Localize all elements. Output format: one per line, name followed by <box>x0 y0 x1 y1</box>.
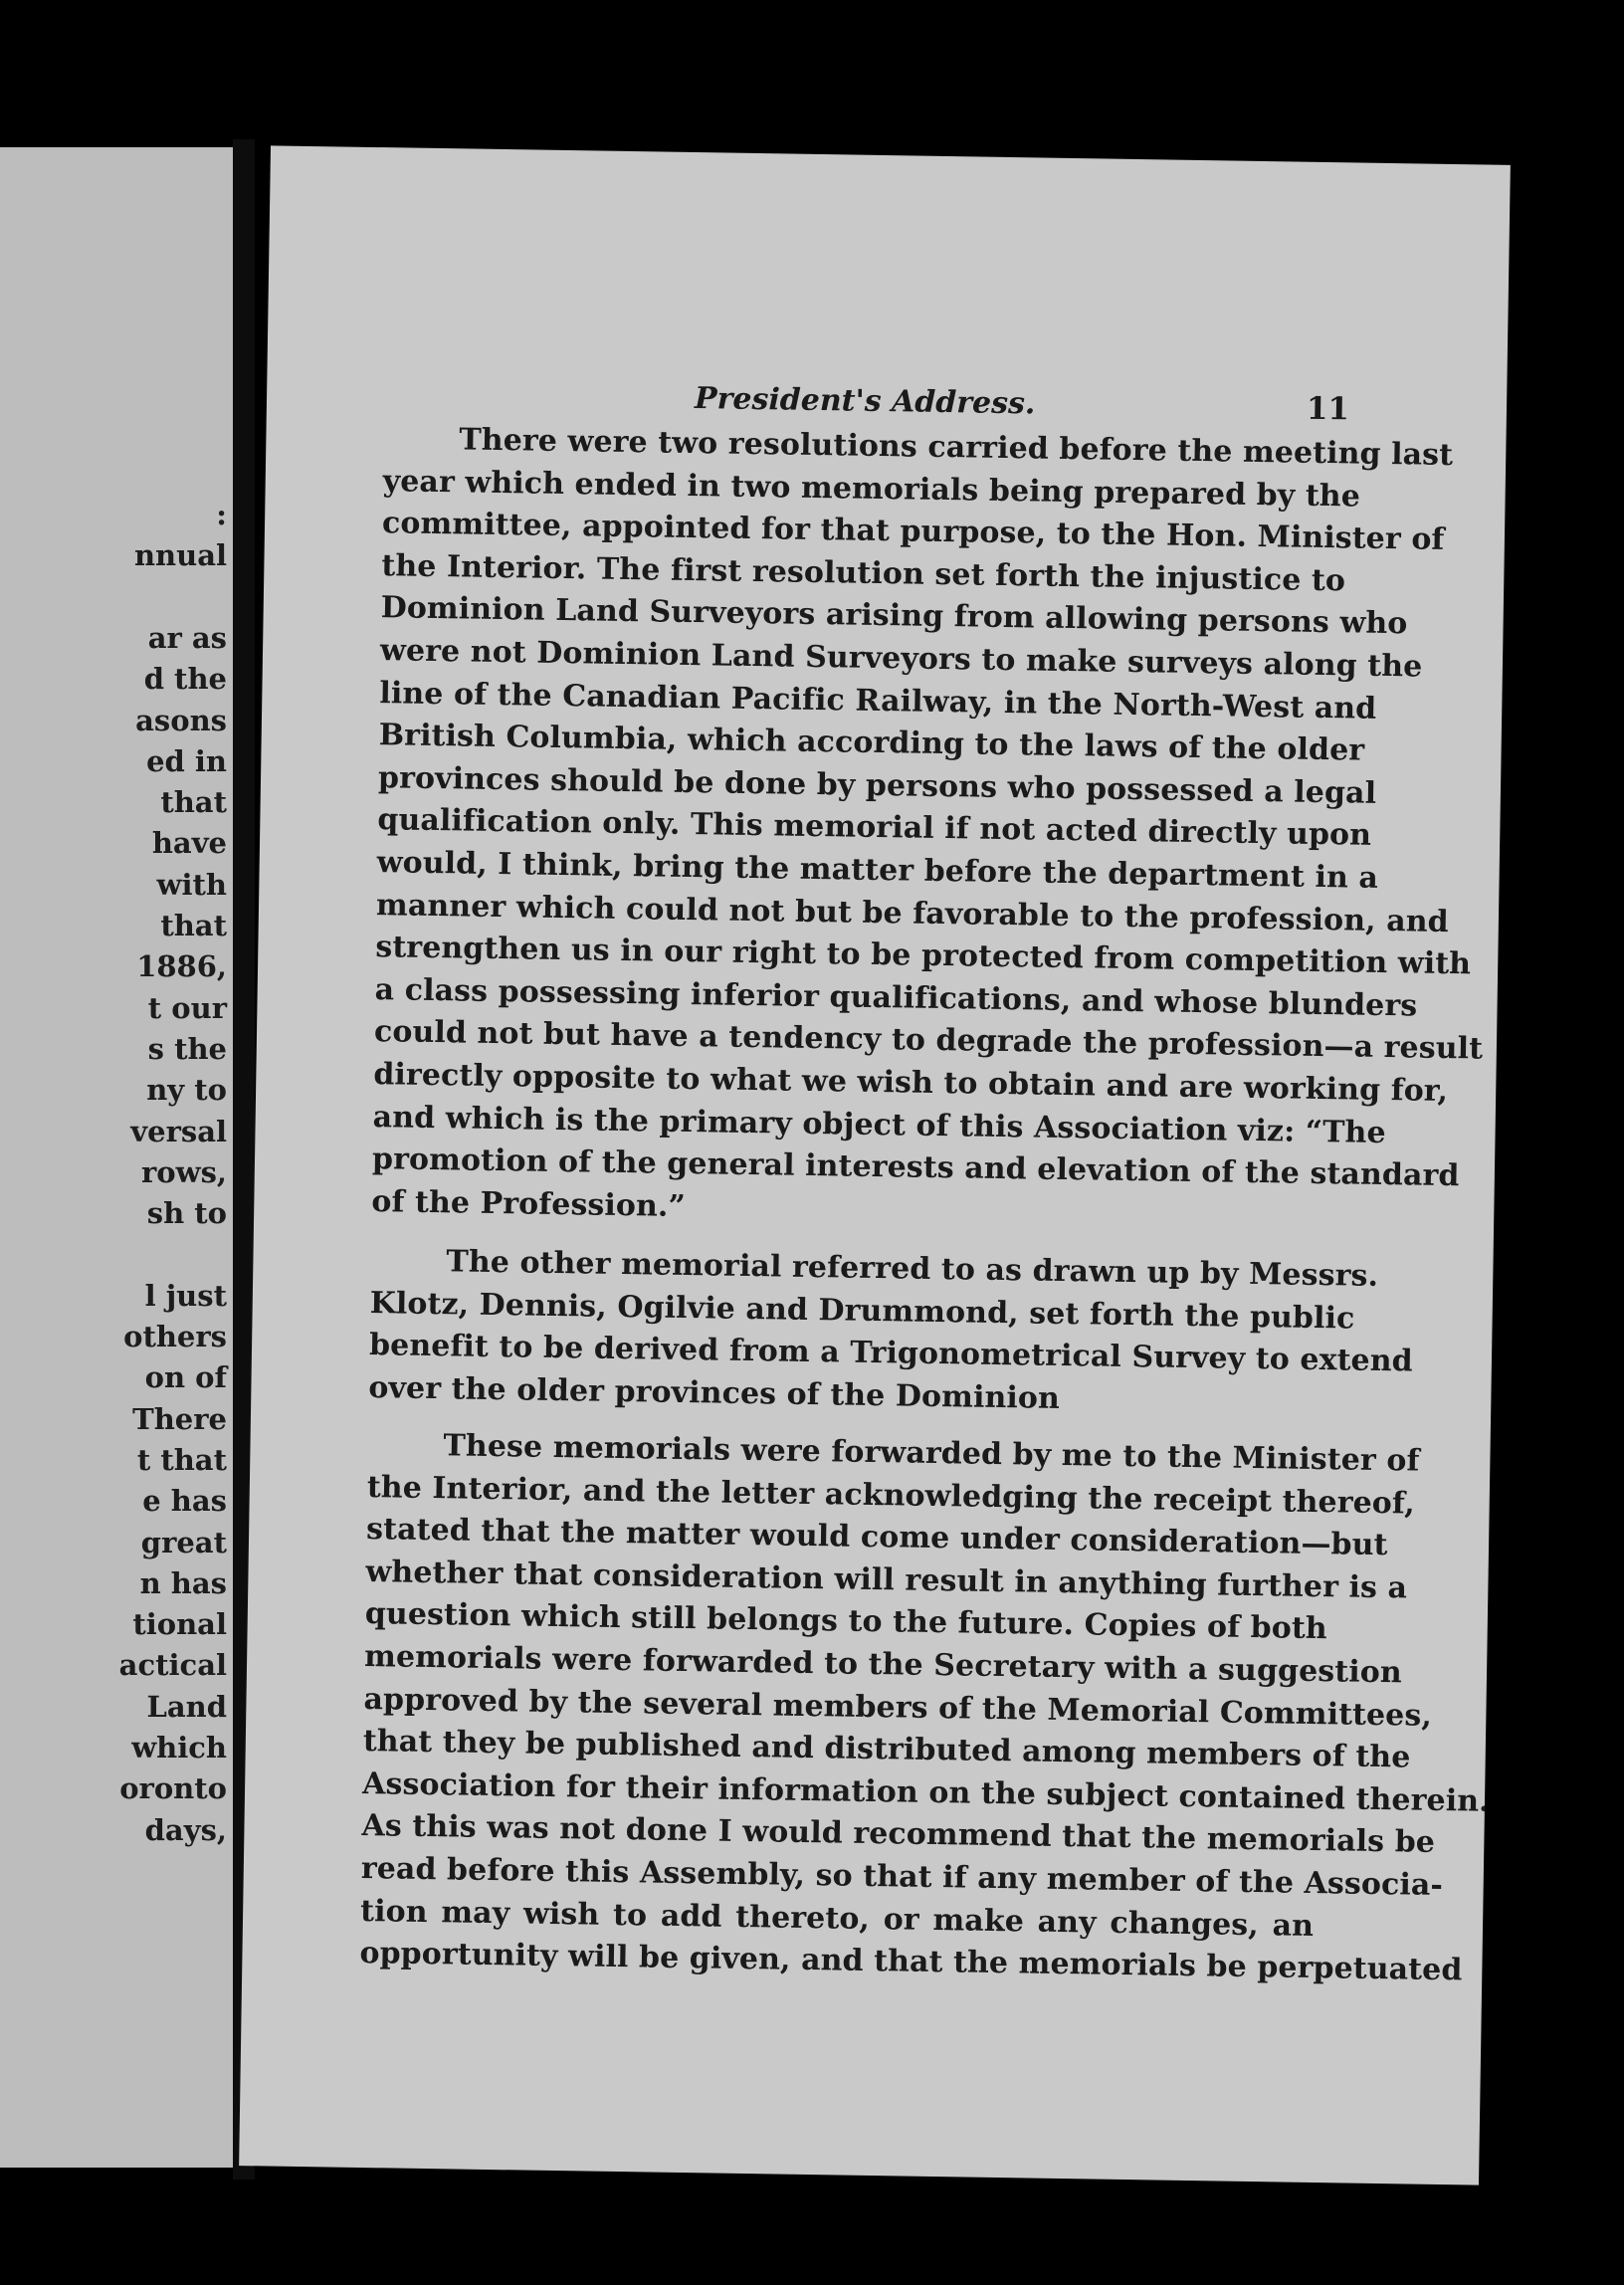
previous-page-line: tional <box>132 1607 227 1642</box>
previous-page-line: others <box>123 1320 227 1353</box>
text-line: stated that the matter would come under consideration—but <box>365 1512 1388 1563</box>
previous-page-line: There <box>132 1401 227 1436</box>
text-line: read before this Assembly, so that if any member of the Associa- <box>360 1850 1444 1903</box>
previous-page-line: have <box>151 826 227 861</box>
paragraph-resolutions <box>371 418 1484 1238</box>
text-line: Klotz, Dennis, Ogilvie and Drummond, set forth the public <box>369 1285 1355 1337</box>
previous-page-line: d the <box>143 662 227 697</box>
text-line: benefit to be derived from a Trigonometrical Survey to extend <box>368 1328 1414 1379</box>
previous-page-line: : <box>216 498 227 531</box>
text-line: opportunity will be given, and that the memorials be perpetuated <box>359 1936 1463 1988</box>
previous-page-line: great <box>140 1525 227 1559</box>
previous-page-line: rows, <box>140 1154 227 1189</box>
text-line: As this was not done I would recommend that the memorials be <box>361 1808 1436 1861</box>
previous-page-line: Land <box>146 1689 227 1724</box>
previous-page-line: that <box>160 785 227 820</box>
text-line: year which ended in two memorials being prepared by the <box>382 463 1361 515</box>
page-number: 11 <box>1306 390 1350 428</box>
text-line: directly opposite to what we wish to obtain and are working for, <box>373 1056 1449 1109</box>
paragraph-other-memorial <box>368 1240 1414 1424</box>
text-line: could not but have a tendency to degrade the profession—a result <box>373 1014 1484 1067</box>
text-line: line of the Canadian Pacific Railway, in the North-West and <box>379 675 1377 727</box>
book-page <box>239 145 1511 2184</box>
running-header: President's Address. <box>694 381 1036 422</box>
previous-page-line: sh to <box>146 1196 227 1231</box>
text-line: These memorials were forwarded by me to the Minister of <box>443 1428 1420 1479</box>
text-line: provinces should be done by persons who possessed a legal <box>377 759 1377 811</box>
previous-page-line: ar as <box>147 620 227 655</box>
previous-page-line: 1886, <box>136 949 227 984</box>
text-line: strengthen us in our right to be protected from competition with <box>375 930 1472 982</box>
text-line: Dominion Land Surveyors arising from allowing persons who <box>380 590 1408 642</box>
previous-page-line: with <box>156 867 227 902</box>
previous-page-line: e has <box>142 1484 227 1519</box>
text-line: Association for their information on the subject contained therein. <box>361 1766 1490 1819</box>
text-line: of the Profession.” <box>371 1183 687 1224</box>
previous-page-line: which <box>131 1731 227 1765</box>
text-line: and which is the primary object of this Association viz: “The <box>372 1099 1386 1150</box>
paragraph-memorials-forwarded <box>359 1424 1490 1990</box>
text-line: a class possessing inferior qualifications, and whose blunders <box>374 971 1418 1024</box>
previous-page-line: n has <box>139 1565 227 1600</box>
text-line: were not Dominion Land Surveyors to make surveys along the <box>379 633 1423 685</box>
text-line: committee, appointed for that purpose, to the Hon. Minister of <box>381 506 1445 558</box>
previous-page-line: ny to <box>146 1073 227 1108</box>
text-line: manner which could not but be favorable to the profession, and <box>375 887 1450 939</box>
text-line: question which still belongs to the future. Copies of both <box>364 1596 1328 1647</box>
previous-page-line: actical <box>118 1648 227 1683</box>
text-line: the Interior. The first resolution set forth the injustice to <box>381 547 1346 599</box>
text-line: over the older provinces of the Dominion <box>368 1369 1061 1416</box>
text-line: memorials were forwarded to the Secretary with a suggestion <box>363 1638 1403 1691</box>
previous-page-line: s the <box>147 1031 227 1066</box>
text-line: that they be published and distributed among members of the <box>362 1724 1411 1775</box>
text-line: The other memorial referred to as drawn up by Messrs. <box>446 1244 1379 1294</box>
text-line: tion may wish to add thereto, or make any changes, an <box>359 1893 1315 1944</box>
previous-page-line: versal <box>130 1114 227 1148</box>
text-line: would, I think, bring the matter before the department in a <box>376 845 1379 896</box>
previous-page-line: t that <box>136 1442 227 1477</box>
text-line: promotion of the general interests and elevation of the standard <box>371 1142 1460 1194</box>
previous-page-line: nnual <box>133 538 227 573</box>
previous-page-line: on of <box>144 1360 227 1395</box>
previous-page-line: that <box>160 909 227 942</box>
previous-page-line: l just <box>144 1278 227 1313</box>
previous-page-fragment <box>0 147 233 2168</box>
previous-page-line: days, <box>144 1812 227 1847</box>
previous-page-line: oronto <box>119 1771 227 1806</box>
text-line: There were two resolutions carried before the meeting last <box>459 422 1454 474</box>
text-line: the Interior, and the letter acknowledging the receipt thereof, <box>366 1469 1416 1522</box>
text-line: British Columbia, which according to the laws of the older <box>378 718 1365 768</box>
previous-page-line: asons <box>135 703 227 737</box>
text-line: approved by the several members of the Memorial Committees, <box>363 1681 1433 1734</box>
previous-page-line: ed in <box>146 743 227 778</box>
text-line: qualification only. This memorial if not acted directly upon <box>377 802 1372 854</box>
text-line: whether that consideration will result in anything further is a <box>365 1554 1408 1606</box>
previous-page-line: t our <box>147 990 227 1025</box>
